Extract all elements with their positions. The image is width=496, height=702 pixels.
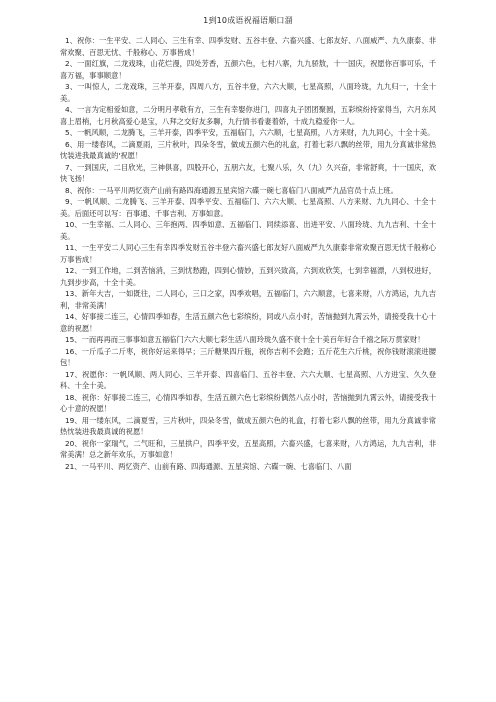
blessing-list [60,35,436,472]
list-item: 17、祝愿你：一帆风顺、两人同心、三羊开泰、四喜临门、五谷丰登、六六大顺、七星高照、八方进宝、久久登科、十全十美。 [60,369,436,390]
list-item: 11、一生平安二人同心三生有幸四季发财五谷丰登六畜兴盛七郎友好八面威严九久康泰非常欢聚百思无忧千般称心万事皆成！ [60,243,436,264]
list-item: 5、一帆风顺，二龙腾飞，三羊开泰，四季平安，五福临门，六六顺，七星高照，八方来财，九九同心，十全十美。 [65,128,435,137]
list-item: 18、祝你：好事接二连三，心情四季如春，生活五颜六色七彩缤纷偶然八点小时，苦恼抛到九霄云外，请接受我十心十意的祝愿！ [60,392,436,413]
list-item: 3、一叫惊人，二龙戏珠，三羊开泰，四周八方，五谷丰登，六六大顺，七星高照，八面玲珑，九九归一，十全十美。 [60,82,436,103]
list-item: 15、一而再再而三事事如意五福临门六六大顺七彩生活八面玲珑久盛不衰十全十美百年好合千禧之际万贯家财！ [65,335,425,344]
list-item: 16、一斤瓜子二斤枣，祝你好运来得早；三斤糖果四斤瓶，祝你吉利不会跑；五斤花生六斤桃，祝你钱财滚滚进腰包！ [60,346,436,367]
list-item: 9、一帆风顺、二龙腾飞、三羊开泰、四季平安、五福临门、六六大顺、七星高照、八方来财、九九同心、十全十美。后面还可以写：百事通、千事吉利、万事如意。 [60,197,436,218]
list-item: 12、一到工作地，二到苦恼消，三到忧愁跑，四到心情妙，五到兴致高，六到欢欣笑，七到幸福漂，八到权进好，九到步步高，十全十美。 [60,266,436,287]
list-item: 13、新年大吉，一如既往，二人同心，三口之家，四季欢唱，五福临门，六六顺意，七喜来财，八方鸿运，九九吉利，非常美满！ [60,289,436,310]
document-title: 1到10成语祝福语顺口溜 [203,16,293,25]
list-item: 14、好事接二连三，心情四季如春，生活五颜六色七彩缤纷，同或八点小时，苦恼抛到九霄云外，请接受我十心十意的祝愿！ [60,312,436,333]
list-item: 21、一马平川、两忆资产、山前有路、四海通源、五星宾馆、六碟一碗、七喜临门、八面 [65,461,352,471]
list-item: 4、一言为定相爱如意，二分明月孝敬有方，三生有幸娶你进门，四喜丸子团团聚圆，五彩缤纷持家得当，六月东风喜上眉梢，七月秋高爱心是宝，八拜之交好友多聊，九行情书看妻着娇，十成九稳爱你一人。 [60,105,436,126]
list-item: 2、一面红旗，二龙戏珠，山花烂漫，四处芳香，五颜六色，七村八寨，九九骄敖，十一国庆，祝愿你百事可乐，千喜万福，事事顺意！ [60,59,436,80]
list-item: 20、祝你一家瑞气，二气旺和，三星拱户，四季平安，五星高照，六畜兴盛，七喜来财，八方鸿运，九九吉利，非常美满！总之新年欢乐，万事如意！ [60,438,436,459]
list-item: 7、一到国庆，二目欣光，三神俱喜，四股开心，五朋六友，七聚八乐，久（九）久兴奋，非常舒爽，十一国庆，欢快飞扬！ [60,162,436,183]
list-item: 10、一生幸福、二人同心、三年抱两、四季如意、五福临门、同续添喜、出进平安、八面玲珑、九九吉利、十全十美。 [60,220,436,241]
list-item: 19、用一缕东风，二滴夏雪，三片秋叶，四朵冬雪，做成五颜六色的礼盒，打着七彩八飘的丝带，用九分真诚非常热忱装进我最真诚的祝愿！ [60,415,436,436]
list-item: 6、用一缕春风，二滴夏雨，三片秋叶，四朵冬雪，做成五颜六色的礼盒，打着七彩八飘的丝带，用九分真诚非常热忱装进我最真诚的'祝愿！ [60,139,436,160]
list-item: 1、祝你：一生平安、二人同心、三生有幸、四季发财、五谷丰登、六畜兴盛、七郎友好、八面威严、九久康泰、非常欢聚、百思无忧、千般称心、万事皆成！ [60,36,436,57]
list-item: 8、祝你：一马平川两忆资产山前有路四海通源五星宾馆六碟一碗七喜临门八面威严九品官员十点上班。 [65,185,398,195]
